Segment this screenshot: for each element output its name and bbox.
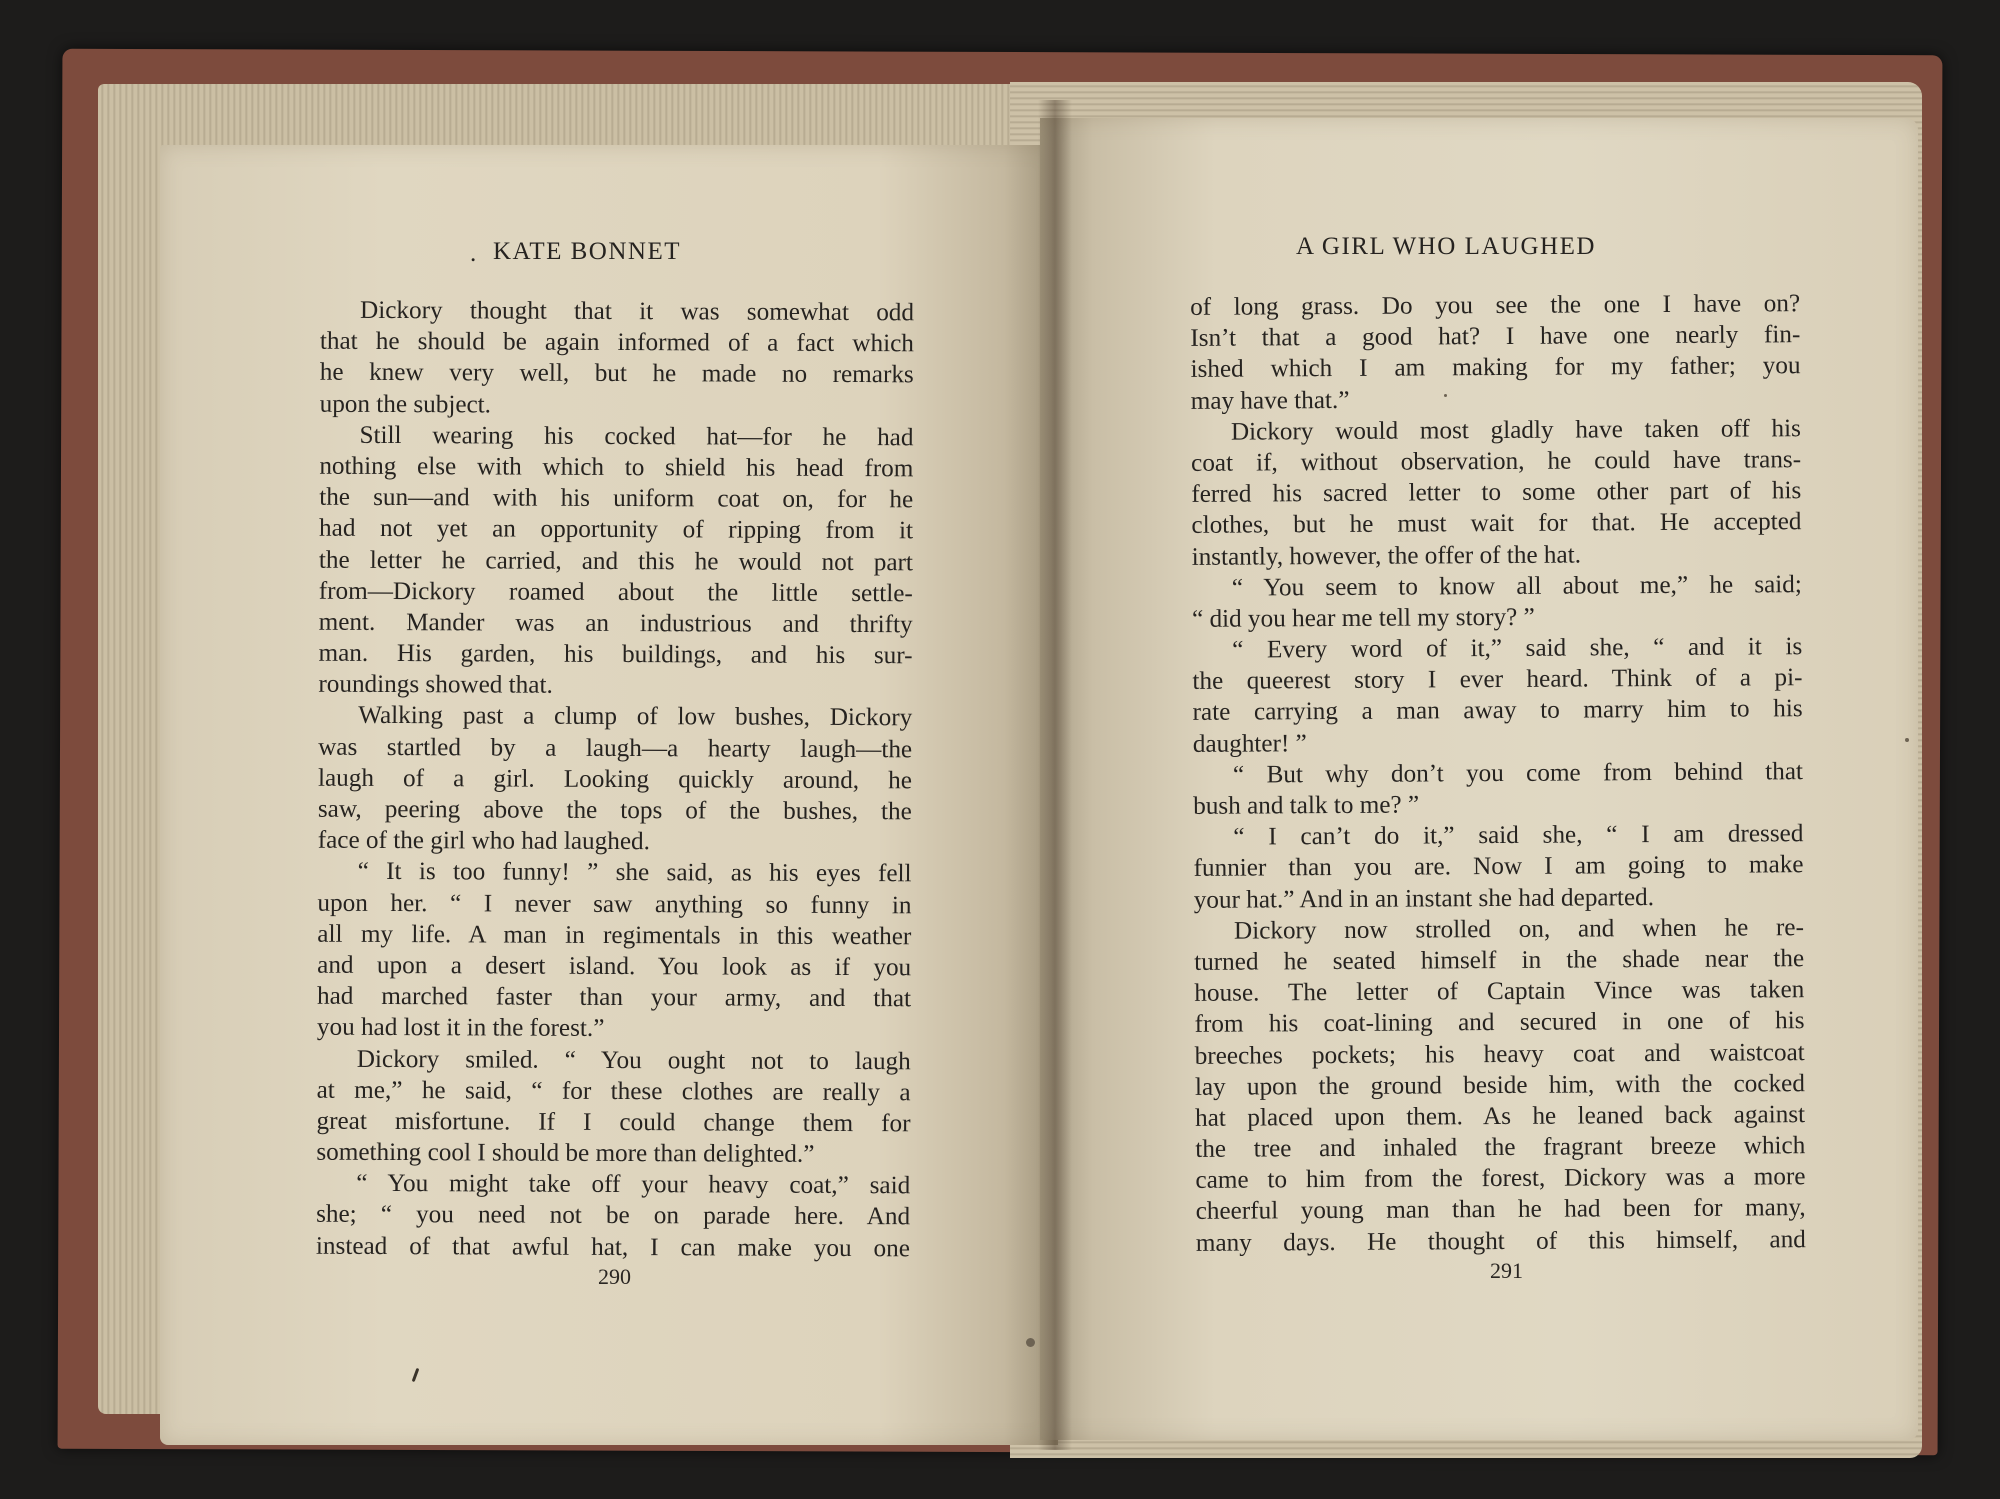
text-line: upon the subject. (319, 390, 492, 419)
text-line: funnier than you are. Now I am going to make (1193, 851, 1804, 883)
text-line: house. The letter of Captain Vince was taken (1194, 976, 1805, 1007)
text-line: coat if, without observation, he could have trans- (1191, 446, 1802, 477)
text-line: had marched faster than your army, and that (316, 982, 912, 1013)
text-line: “ You might take off your heavy coat,” said (356, 1170, 911, 1200)
text-line: was startled by a laugh—a hearty laugh—the (318, 733, 913, 763)
text-line: came to him from the forest, Dickory was a more (1195, 1163, 1806, 1195)
text-line: great misfortune. If I could change them for (316, 1107, 911, 1138)
right-page-number: 291 (1490, 1258, 1523, 1283)
text-line: cheerful young man than he had been for many, (1195, 1194, 1806, 1226)
text-line: that he should be again informed of a fact which (319, 327, 914, 358)
text-line: hat placed upon them. As he leaned back against (1195, 1101, 1806, 1132)
text-line: rate carrying a man away to marry him to his (1192, 695, 1803, 727)
text-line: bush and talk to me? ” (1193, 791, 1420, 820)
text-line: instantly, however, the offer of the hat. (1191, 540, 1582, 571)
text-line: “ It is too funny! ” she said, as his eyes fell (357, 858, 912, 888)
text-line: at me,” he said, “ for these clothes are really a (316, 1076, 911, 1106)
text-line: “ But why don’t you come from behind that (1232, 757, 1804, 789)
text-line: Dickory now strolled on, and when he re- (1233, 913, 1805, 945)
text-line: Walking past a clump of low bushes, Dickory (358, 702, 913, 732)
text-line: from—Dickory roamed about the little settle- (318, 577, 913, 607)
text-line: clothes, but he must wait for that. He accepted (1191, 508, 1802, 540)
text-line: Dickory would most gladly have taken off his (1230, 414, 1801, 446)
right-body-text (1190, 288, 1806, 1259)
text-line: “ Every word of it,” said she, “ and it is (1232, 633, 1803, 664)
left-body-text (316, 295, 914, 1264)
text-line: ferred his sacred letter to some other part of his (1191, 477, 1802, 508)
text-line: all my life. A man in regimentals in this weather (317, 920, 912, 951)
text-line: “ You seem to know all about me,” he said; (1231, 570, 1802, 602)
text-line: she; “ you need not be on parade here. And (316, 1201, 911, 1231)
text-line: instead of that awful hat, I can make you one (315, 1232, 911, 1262)
text-line: “ did you hear me tell my story? ” (1191, 603, 1535, 633)
text-line: lay upon the ground beside him, with the cocked (1194, 1069, 1805, 1101)
text-line: he knew very well, but he made no remarks (319, 359, 914, 389)
book-gutter (1038, 100, 1072, 1450)
text-line: roundings showed that. (318, 670, 553, 699)
text-line: something cool I should be more than delighted.” (316, 1138, 815, 1168)
text-line: “ I can’t do it,” said she, “ I am dressed (1233, 820, 1804, 851)
text-line: Isn’t that a good hat? I have one nearly fin- (1190, 321, 1801, 353)
text-line: you had lost it in the forest.” (316, 1014, 605, 1043)
text-line: the tree and inhaled the fragrant breeze which (1195, 1132, 1806, 1163)
text-line: from his coat-lining and secured in one of his (1194, 1007, 1805, 1039)
text-line: many days. He thought of this himself, and (1195, 1225, 1806, 1257)
text-line: of long grass. Do you see the one I have on? (1190, 290, 1801, 321)
page-speck (1444, 394, 1447, 397)
text-line: Dickory thought that it was somewhat odd (359, 296, 915, 327)
text-line: saw, peering above the tops of the bushes, the (317, 795, 912, 826)
text-line: nothing else with which to shield his head from (319, 452, 914, 483)
text-line: the queerest story I ever heard. Think of a pi- (1192, 664, 1803, 696)
text-line: daughter! ” (1192, 729, 1307, 758)
left-running-head: KATE BONNET (493, 238, 682, 265)
text-line: had not yet an opportunity of ripping from it (319, 515, 914, 545)
text-line: ished which I am making for my father; you (1190, 352, 1801, 384)
text-line: turned he seated himself in the shade near the (1194, 945, 1805, 976)
page-speck (1026, 1338, 1035, 1347)
left-page-number: 290 (598, 1264, 631, 1289)
text-line: and upon a desert island. You look as if you (317, 951, 912, 982)
text-line: laugh of a girl. Looking quickly around, he (317, 764, 913, 795)
page-speck (1905, 738, 1909, 742)
text-line: your hat.” And in an instant she had departed. (1193, 883, 1655, 914)
text-line: ment. Mander was an industrious and thrifty (318, 608, 913, 639)
text-line: Still wearing his cocked hat—for he had (359, 421, 914, 452)
right-running-head: A GIRL WHO LAUGHED (1296, 233, 1596, 260)
left-head-mark: . (470, 240, 478, 267)
text-line: man. His garden, his buildings, and his sur- (318, 639, 913, 670)
text-line: the letter he carried, and this he would not part (318, 546, 914, 576)
text-line: Dickory smiled. “ You ought not to laugh (356, 1045, 911, 1075)
text-line: the sun—and with his uniform coat on, for he (319, 483, 914, 514)
text-line: face of the girl who had laughed. (317, 826, 651, 856)
text-line: breeches pockets; his heavy coat and waistcoat (1194, 1038, 1805, 1070)
text-line: upon her. “ I never saw anything so funny in (317, 889, 912, 919)
text-line: may have that.” (1190, 386, 1350, 415)
